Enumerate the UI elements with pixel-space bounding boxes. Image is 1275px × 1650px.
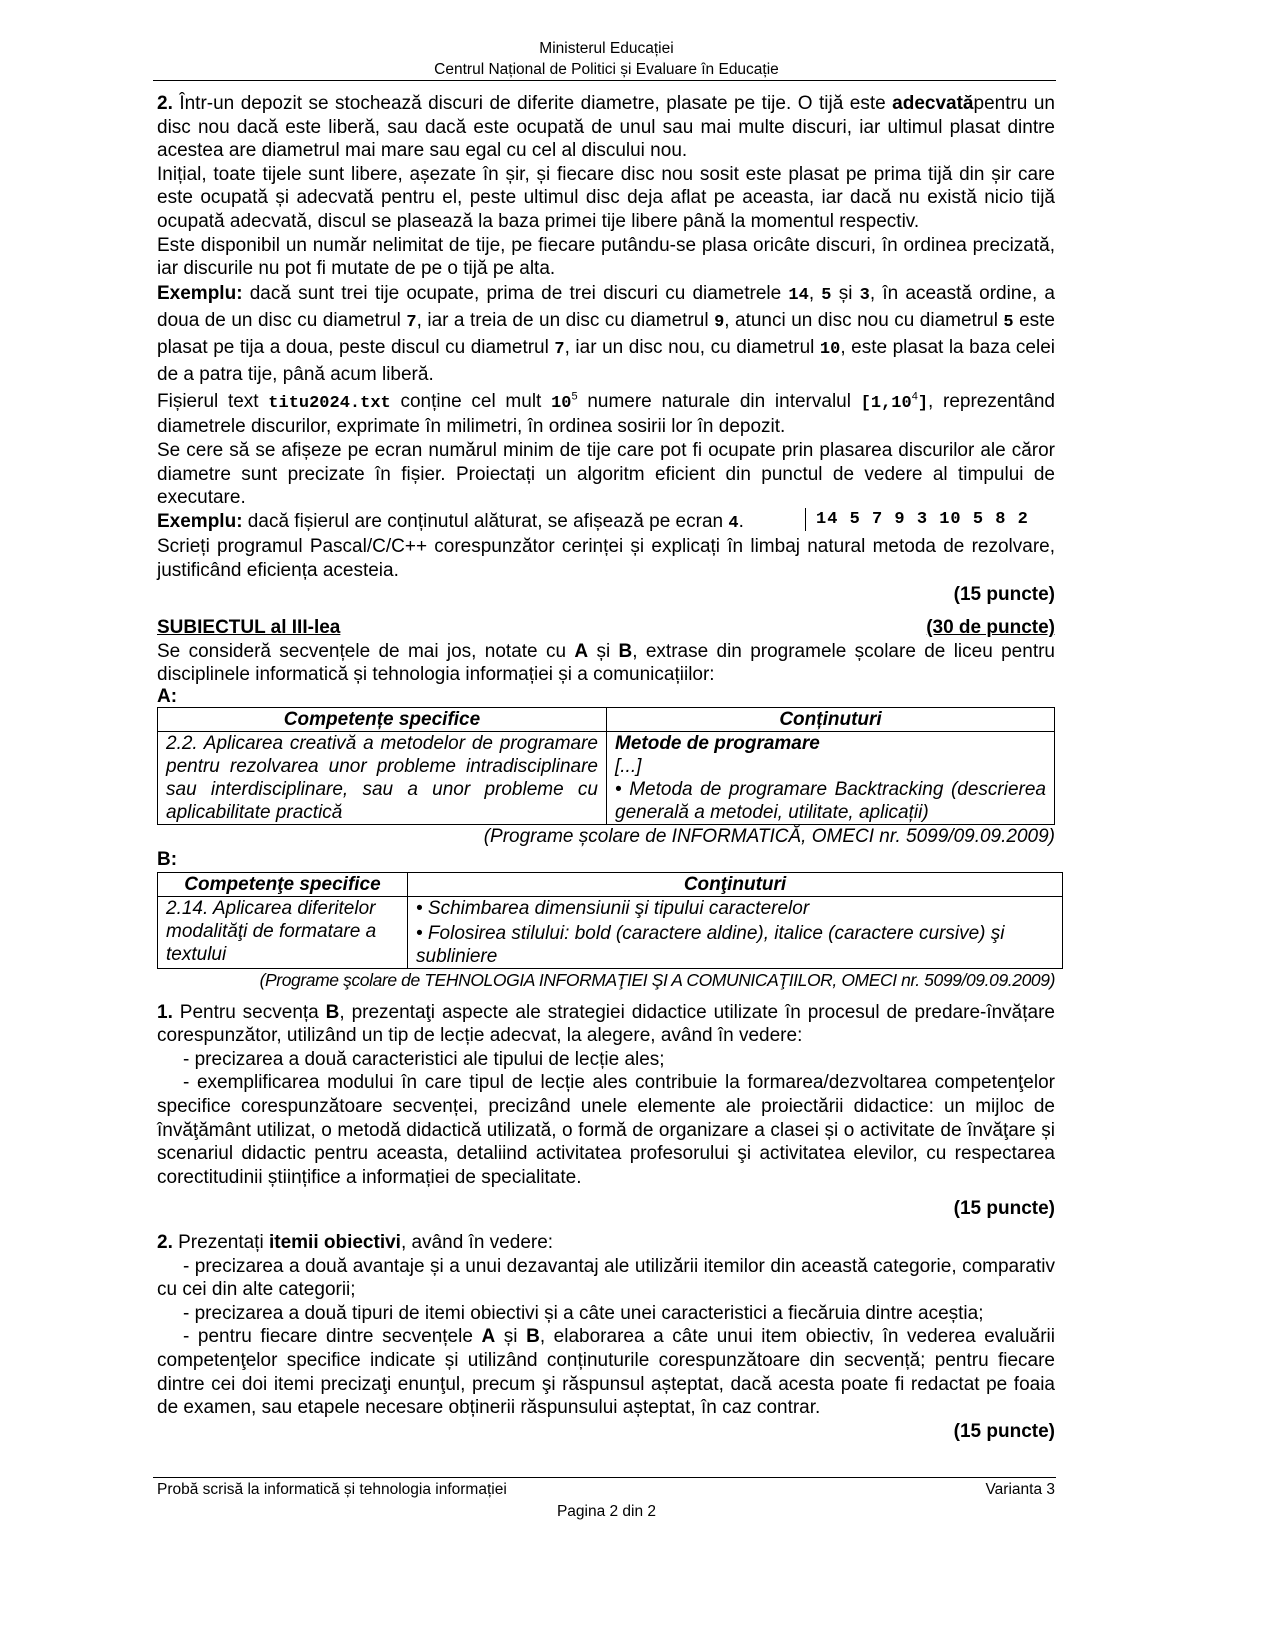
table-b [157, 872, 1063, 969]
footer-divider [153, 1477, 1056, 1478]
subject3-intro [157, 640, 1055, 687]
table-a [157, 707, 1055, 825]
text-segment: și [831, 282, 860, 304]
superscript-text: 4 [911, 390, 918, 403]
code-text: 5 [1003, 312, 1014, 332]
subject3-heading [157, 616, 1055, 640]
text-segment: - exemplificarea modului în care tipul de lecție ales contribuie la formarea/dezvoltarea competenţelor specifice corespunzătoare secvenței, precizând unele elemente ale proiectării didactice: un mijloc de învăţământ utilizat, o metodă didactică utilizată, o formă de organizare a clasei și o activitate de învăţare și scenariul didactic pentru aceasta, detaliind activitatea profesorului şi activitatea elevilor, cu respectarea corectitudinii științifice a informației de specialitate. [157, 1072, 1055, 1188]
text-segment: , este plasat la baza celei de a patra tije, până acum liberă. [157, 336, 1055, 385]
question2-points: (15 puncte) [953, 1420, 1055, 1442]
question1-intro [157, 1001, 1055, 1048]
text-segment: - pentru fiecare dintre secvențele [183, 1326, 482, 1348]
question2-item1 [157, 1255, 1055, 1302]
question2-item3 [157, 1325, 1055, 1419]
text-segment: numere naturale din intervalul [577, 390, 861, 412]
table-b-header-competences: Competenţe specifice [158, 873, 408, 897]
text-segment: - precizarea a două caracteristici ale tipului de lecție ales; [183, 1048, 665, 1070]
table-a-contents [607, 731, 1055, 824]
table-a-content-title: Metode de programare [615, 732, 820, 754]
table-b-contents [408, 897, 1063, 969]
header-ministry: Ministerul Educației [539, 40, 674, 57]
text-segment: Pentru secvența [172, 1001, 326, 1023]
subject3-title: SUBIECTUL al III-lea [157, 617, 341, 639]
footer-page-number: Pagina 2 din 2 [556, 1503, 657, 1520]
text-segment: conține cel mult [390, 390, 552, 412]
text-segment: pentru un disc nou dacă este liberă, sau dacă este ocupată de unul sau mai multe discuri, iar ultimul plasat dintre acestea are diametrul mai mare sau egal cu cel al discului nou. [157, 93, 1055, 162]
bold-text: A [574, 640, 589, 662]
bold-text: Exemplu: [157, 282, 243, 304]
code-text: 5 [821, 285, 832, 305]
problem2-requirement [157, 439, 1055, 510]
bold-text: 2. [157, 93, 180, 114]
bold-text: A [481, 1326, 496, 1348]
superscript-text: 5 [571, 390, 578, 403]
table-a-label: A: [157, 685, 178, 707]
table-b-label: B: [157, 849, 178, 871]
problem2-unlimited [157, 234, 1055, 281]
text-segment: , elaborarea a câte unui item obiectiv, în vederea evaluării competenţelor specifice indicate și utilizând conținuturile corespunzătoare din secvență; pentru fiecare dintre cei doi itemi precizaţi enunţul, precum şi răspunsul așteptat, dacă acesta poate fi redactat pe foaia de examen, sau etapele necesare obținerii răspunsului așteptat, în caz contrar. [157, 1326, 1055, 1419]
text-segment: . [738, 510, 744, 532]
text-segment: Se consideră secvențele de mai jos, notate cu [157, 640, 575, 662]
code-text: titu2024.txt [268, 393, 391, 413]
footer-variant: Varianta 3 [985, 1481, 1055, 1498]
code-text: 10 [819, 339, 841, 359]
code-text: [1,10 [860, 393, 912, 413]
problem2-statement [157, 92, 1055, 163]
bold-text: B [526, 1326, 540, 1348]
footer-exam-name: Probă scrisă la informatică și tehnologia informației [157, 1481, 507, 1498]
problem2-example [157, 281, 1055, 387]
text-segment: , atunci un disc nou cu diametrul [724, 309, 1004, 331]
question1-points: (15 puncte) [953, 1198, 1055, 1220]
table-a-header-contents: Conținuturi [607, 707, 1055, 731]
text-segment: , iar un disc nou, cu diametrul [564, 336, 820, 358]
question2-item2 [157, 1302, 1055, 1326]
bold-text: B [618, 640, 633, 662]
text-segment: Scrieți programul Pascal/C/C++ corespunzător cerinței și explicați în limbaj natural metoda de rezolvare, justificând eficiența acesteia. [157, 536, 1055, 581]
code-text: 9 [714, 312, 725, 332]
bold-text: 1. [157, 1001, 173, 1023]
code-text: 7 [554, 339, 565, 359]
text-segment: Prezentați [172, 1232, 269, 1253]
bold-text: itemii obiectivi [268, 1232, 401, 1253]
document-body [157, 92, 1055, 1443]
code-text: 4 [728, 513, 739, 533]
text-segment: , prezentaţi aspecte ale strategiei didactice utilizate în procesul de predare-învățare corespunzător, utilizând un tip de lecție adecvat, la alegere, având în vedere: [157, 1001, 1055, 1047]
bold-text: adecvată [892, 93, 974, 114]
table-b-competence: 2.14. Aplicarea diferitelor modalităţi de formatare a textului [158, 897, 408, 969]
table-b-header-contents: Conţinuturi [408, 873, 1063, 897]
code-text: 7 [406, 312, 417, 332]
text-segment: dacă fișierul are conținutul alăturat, se afișează pe ecran [242, 510, 729, 532]
bold-text: B [325, 1001, 340, 1023]
text-segment: și [588, 640, 619, 662]
text-segment: - precizarea a două avantaje și a unui dezavantaj ale utilizării itemilor din această categorie, comparativ cu cei din alte categorii; [157, 1255, 1055, 1301]
bold-text: 2. [157, 1232, 173, 1253]
text-segment: , extrase din programele școlare de liceu pentru disciplinele informatică și tehnologia informației și a comunicațiilor: [157, 640, 1055, 686]
text-segment: este plasat pe tija a doua, peste discul cu diametrul [157, 309, 1055, 358]
question2-intro [157, 1231, 1055, 1255]
text-segment: dacă sunt trei tije ocupate, prima de trei discuri cu diametrele [242, 282, 789, 304]
subject3-points: (30 de puncte) [926, 617, 1055, 639]
text-segment: , în această ordine, a doua de un disc cu diametrul [157, 282, 1055, 331]
code-text: ] [917, 393, 929, 413]
text-segment: Inițial, toate tijele sunt libere, așezate în șir, și fiecare disc nou sosit este plasat pe prima tijă din șir care este ocupată și adecvată pentru el, peste ultimul disc deja aflat pe aceasta, iar dacă nu există nicio tijă ocupată adecvată, discul se plasează la baza primei tije libere până la momentul respectiv. [157, 163, 1055, 232]
code-text: 3 [859, 285, 870, 305]
text-segment: Într-un depozit se stochează discuri de diferite diametre, plasate pe tije. O tijă este [179, 93, 893, 114]
text-segment: și [495, 1326, 527, 1348]
problem2-file [157, 390, 1055, 439]
bold-text: Exemplu: [157, 510, 243, 532]
table-a-content-line: [...] [615, 755, 642, 777]
table-b-source: (Programe şcolare de TEHNOLOGIA INFORMAŢIEI ŞI A COMUNICAŢIILOR, OMECI nr. 5099/09.09.2009) [259, 970, 1055, 991]
code-text: 14 [788, 285, 809, 305]
text-segment: , având în vedere: [400, 1232, 554, 1253]
text-segment: , reprezentând diametrele discurilor, exprimate în milimetri, în ordinea sosirii lor în depozit. [157, 390, 1055, 438]
question1-item1 [157, 1048, 1055, 1072]
text-segment: , iar a treia de un disc cu diametrul [416, 309, 715, 331]
text-segment: Se cere să se afișeze pe ecran numărul minim de tije care pot fi ocupate prin plasarea discurilor ale căror diametre sunt precizate în fișier. Proiectați un algoritm eficient din punctul de vedere al timpului de executare. [157, 439, 1055, 509]
text-segment: Fișierul text [157, 390, 269, 412]
text-segment: Este disponibil un număr nelimitat de tije, pe fiecare putându-se plasa oricâte discuri, în ordinea precizată, iar discurile nu pot fi mutate de pe o tijă pe alta. [157, 234, 1055, 280]
problem2-initial [157, 163, 1055, 234]
problem2-points: (15 puncte) [953, 583, 1055, 605]
header-center: Centrul Național de Politici și Evaluare în Educație [434, 61, 779, 78]
table-a-content-line: • Metoda de programare Backtracking (descrierea generală a metodei, utilitate, aplicații) [615, 778, 1046, 823]
table-b-content-line: • Schimbarea dimensiunii şi tipului caracterelor [416, 898, 810, 920]
text-segment: - precizarea a două tipuri de itemi obiectivi și a câte unei caracteristici a fiecăruia dintre aceștia; [183, 1302, 984, 1324]
text-segment: , [808, 282, 822, 304]
code-text: 10 [551, 393, 572, 413]
example-file-content: 14 5 7 9 3 10 5 8 2 [805, 508, 1029, 532]
header-divider [153, 80, 1056, 81]
table-a-competence: 2.2. Aplicarea creativă a metodelor de programare pentru rezolvarea unor probleme intradisciplinare sau interdisciplinare, sau a unor probleme cu aplicabilitate practică [158, 731, 607, 824]
table-a-source: (Programe școlare de INFORMATICĂ, OMECI nr. 5099/09.09.2009) [483, 825, 1055, 847]
table-a-header-competences: Competențe specifice [158, 707, 607, 731]
table-b-content-line: • Folosirea stilului: bold (caractere aldine), italice (caractere cursive) şi subliniere [416, 923, 1005, 968]
question1-item2 [157, 1071, 1055, 1189]
problem2-task [157, 535, 1055, 582]
